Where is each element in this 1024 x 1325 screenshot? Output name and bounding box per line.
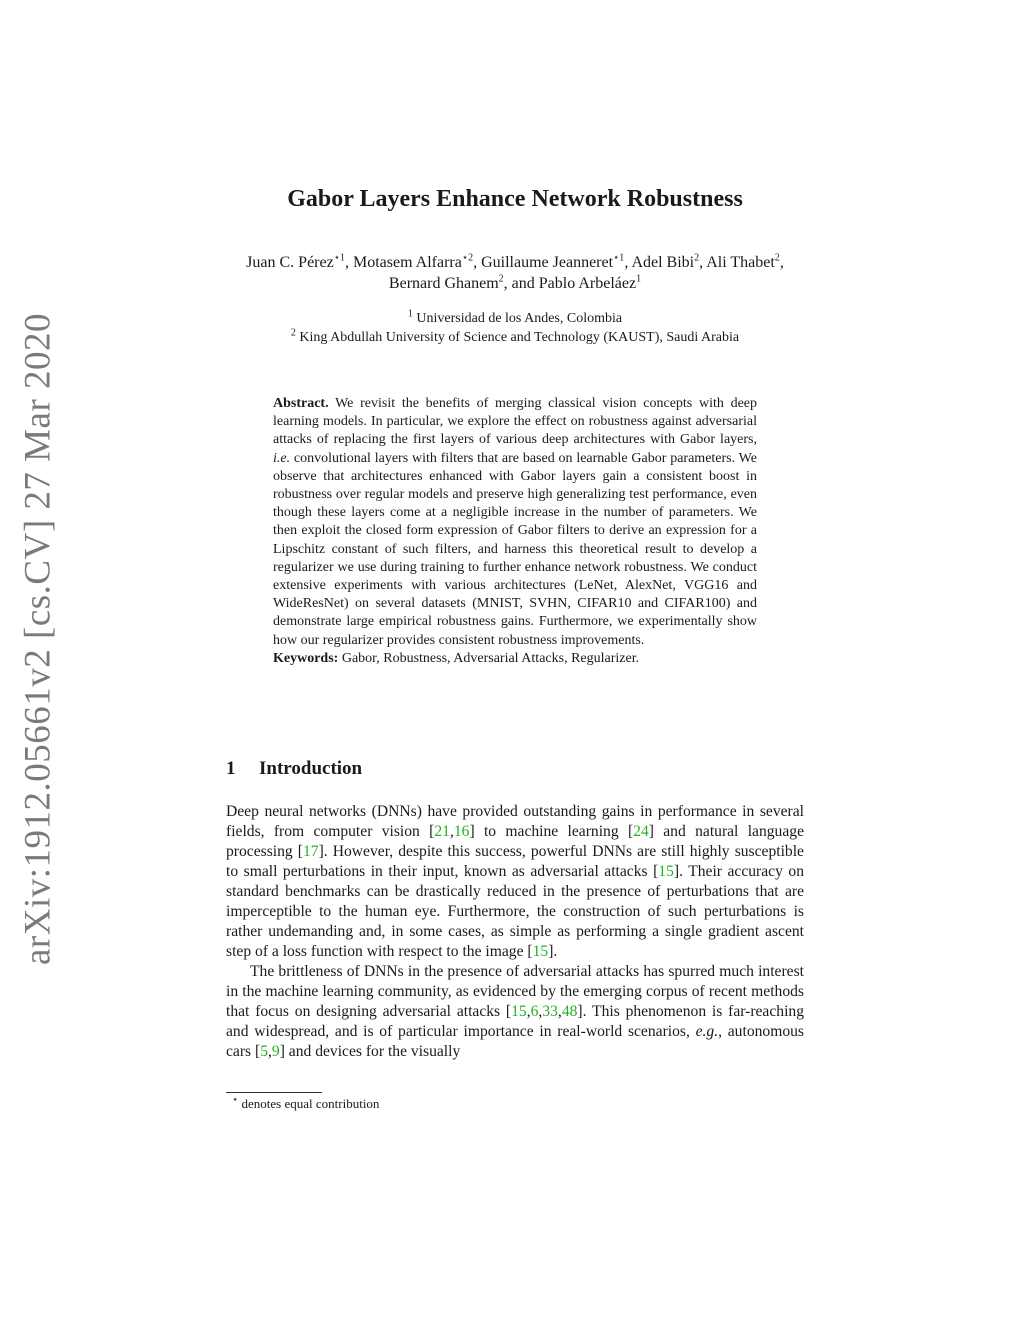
body-paragraph: Deep neural networks (DNNs) have provided outstanding gains in performance in several fields, from computer vision [21,16] to machine learning [24] and natural language processing [17]. However, despite this success, powerful DNNs are still highly susceptible to small perturbations in their input, known as adversarial attacks [15]. Their accuracy on standard benchmarks can be drastically reduced in the presence of perturbations that are imperceptible to the human eye. Furthermore, the construction of such perturbations is rather undemanding and, in some cases, as simple as performing a single gradient ascent step of a loss function with respect to the image [15].	[226, 803, 804, 960]
citation-link[interactable]: 15	[658, 863, 674, 880]
author-affiliation-mark: 2	[498, 273, 504, 285]
affiliation-number: 2	[290, 327, 296, 339]
author-affiliation-mark: ⋆1	[333, 252, 345, 264]
footnote-divider	[226, 1092, 322, 1093]
keywords-label: Keywords:	[273, 650, 339, 666]
keywords-line	[273, 650, 757, 668]
author-name: Adel Bibi	[631, 254, 695, 271]
footnote	[232, 1096, 379, 1112]
author-affiliation-mark: 2	[774, 252, 780, 264]
citation-link[interactable]: 15	[511, 1003, 527, 1020]
abstract-text: We revisit the benefits of merging classical vision concepts with deep learning models. In particular, we explore the effect on robustness against adversarial attacks of replacing the first layers of various deep architectures with Gabor layers, i.e. convolutional layers with filters that are based on learnable Gabor parameters. We observe that architectures enhanced with Gabor layers gain a consistent boost in robustness over regular models and preserve high generalizing test performance, even though these layers come at a negligible increase in the number of parameters. We then exploit the closed form expression of Gabor filters to derive an expression for a Lipschitz constant of such filters, and harness this theoretical result to develop a regularizer we use during training to further enhance network robustness. We conduct extensive experiments with various architectures (LeNet, AlexNet, VGG16 and WideResNet) on several datasets (MNIST, SVHN, CIFAR10 and CIFAR100) and demonstrate large empirical robustness gains. Furthermore, we experimentally show how our regularizer provides consistent robustness improvements.	[273, 396, 757, 648]
citation-link[interactable]: 48	[561, 1003, 578, 1020]
section-title: Introduction	[259, 758, 363, 779]
affiliation-number: 1	[407, 308, 413, 320]
italic-text: e.g.	[695, 1023, 719, 1040]
section-heading	[226, 758, 362, 780]
citation-link[interactable]: 15	[532, 943, 549, 960]
author-list: Juan C. Pérez$^{⋆1}$, Motasem Alfarra$^{⋆2}$, Guillaume Jeanneret$^{⋆1}$, Adel Bibi$^2$, Ali Thabet$^2$, Bernard Ghanem$^2$, and Pablo Arbeláez$^1$	[246, 252, 784, 292]
abstract-block	[273, 395, 757, 668]
affiliation-text: King Abdullah University of Science and Technology (KAUST), Saudi Arabia	[295, 330, 740, 345]
citation-link[interactable]: 6	[530, 1003, 539, 1020]
citation-link[interactable]: 21	[434, 823, 450, 840]
author-affiliation-mark: 2	[694, 252, 700, 264]
author-affiliation-mark: ⋆2	[461, 252, 474, 264]
affiliation-list	[222, 309, 808, 347]
arxiv-identifier-stamp: arXiv:1912.05661v2 [cs.CV] 27 Mar 2020	[17, 312, 59, 965]
introduction-body	[226, 802, 804, 1062]
author-affiliation-mark: ⋆1	[613, 252, 625, 264]
affiliation-text: Universidad de los Andes, Colombia	[412, 311, 623, 326]
citation-link[interactable]: 33	[542, 1003, 558, 1020]
citation-link[interactable]: 5	[260, 1043, 268, 1060]
author-name: Juan C. Pérez	[246, 254, 334, 271]
citation-link[interactable]: 16	[453, 823, 470, 840]
affiliation-line	[222, 328, 808, 347]
author-name: Bernard Ghanem	[388, 275, 499, 292]
affiliation-line	[222, 309, 808, 328]
footnote-text: denotes equal contribution	[241, 1096, 380, 1111]
body-paragraph: The brittleness of DNNs in the presence of adversarial attacks has spurred much interest in the machine learning community, as evidenced by the emerging corpus of recent methods that focus on designing adversarial attacks [15,6,33,48]. This phenomenon is far-reaching and widespread, and is of particular importance in real-world scenarios, e.g., autonomous cars [5,9] and devices for the visually	[226, 963, 804, 1060]
section-number: 1	[226, 758, 236, 779]
paper-title: Gabor Layers Enhance Network Robustness	[287, 186, 743, 212]
abstract-label: Abstract.	[273, 396, 329, 411]
footnote-mark: ⋆	[232, 1094, 239, 1106]
author-name: Guillaume Jeanneret	[481, 254, 614, 271]
author-name: Pablo Arbeláez	[538, 275, 637, 292]
citation-link[interactable]: 17	[302, 843, 319, 860]
keywords-text: Gabor, Robustness, Adversarial Attacks, Regularizer.	[341, 650, 640, 666]
author-affiliation-mark: 1	[636, 273, 642, 285]
abstract-paragraph	[273, 395, 757, 650]
citation-link[interactable]: 9	[271, 1043, 280, 1060]
author-name: Motasem Alfarra	[352, 254, 462, 271]
author-name: Ali Thabet	[706, 254, 775, 271]
citation-link[interactable]: 24	[633, 823, 649, 840]
